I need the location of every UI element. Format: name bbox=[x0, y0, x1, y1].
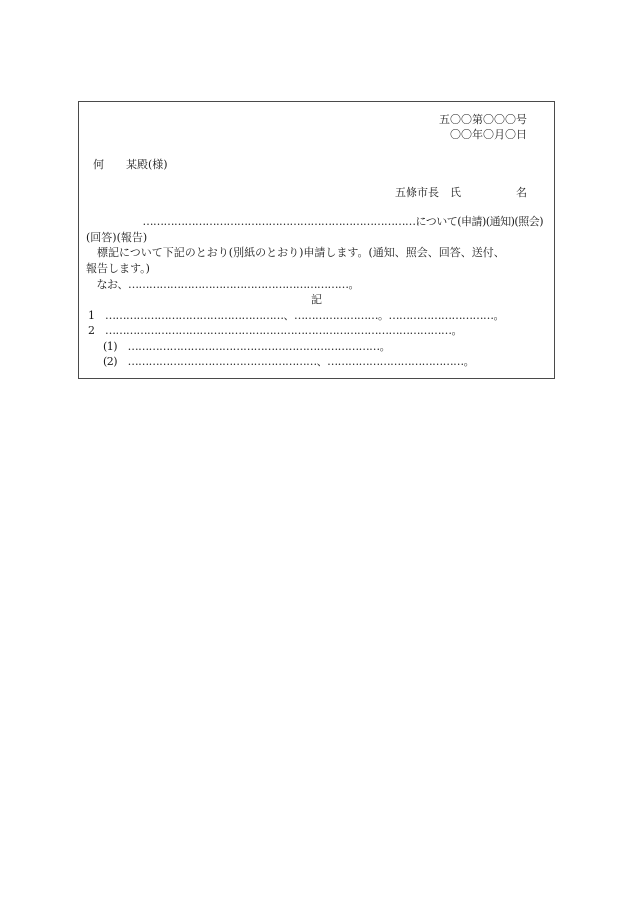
addressee-name: 何 某殿(様) bbox=[93, 158, 168, 171]
document-date: 〇〇年〇月〇日 bbox=[450, 128, 527, 141]
main-text-line-1: 標記について下記のとおり(別紙のとおり)申請します。(通知、照会、回答、送付、 bbox=[86, 246, 505, 259]
record-sub-item-2: (2) ………………………………………………、…………………………………。 bbox=[103, 355, 475, 368]
record-heading: 記 bbox=[311, 293, 322, 306]
subject-line-1: ……………………………………………………………………について(申請)(通知)(照会) bbox=[142, 215, 543, 228]
record-item-1: 1 ……………………………………………、……………………。…………………………。 bbox=[88, 309, 504, 322]
sender-title: 五條市長 氏 名 bbox=[395, 186, 527, 199]
subject-line-2: (回答)(報告) bbox=[86, 231, 148, 244]
record-sub-item-1: (1) ………………………………………………………………。 bbox=[103, 340, 391, 353]
record-item-2: 2 ………………………………………………………………………………………。 bbox=[88, 324, 462, 337]
note-line: なお、………………………………………………………。 bbox=[86, 278, 359, 291]
main-text-line-2: 報告します。) bbox=[86, 262, 150, 275]
document-number: 五〇〇第〇〇〇号 bbox=[439, 113, 527, 126]
